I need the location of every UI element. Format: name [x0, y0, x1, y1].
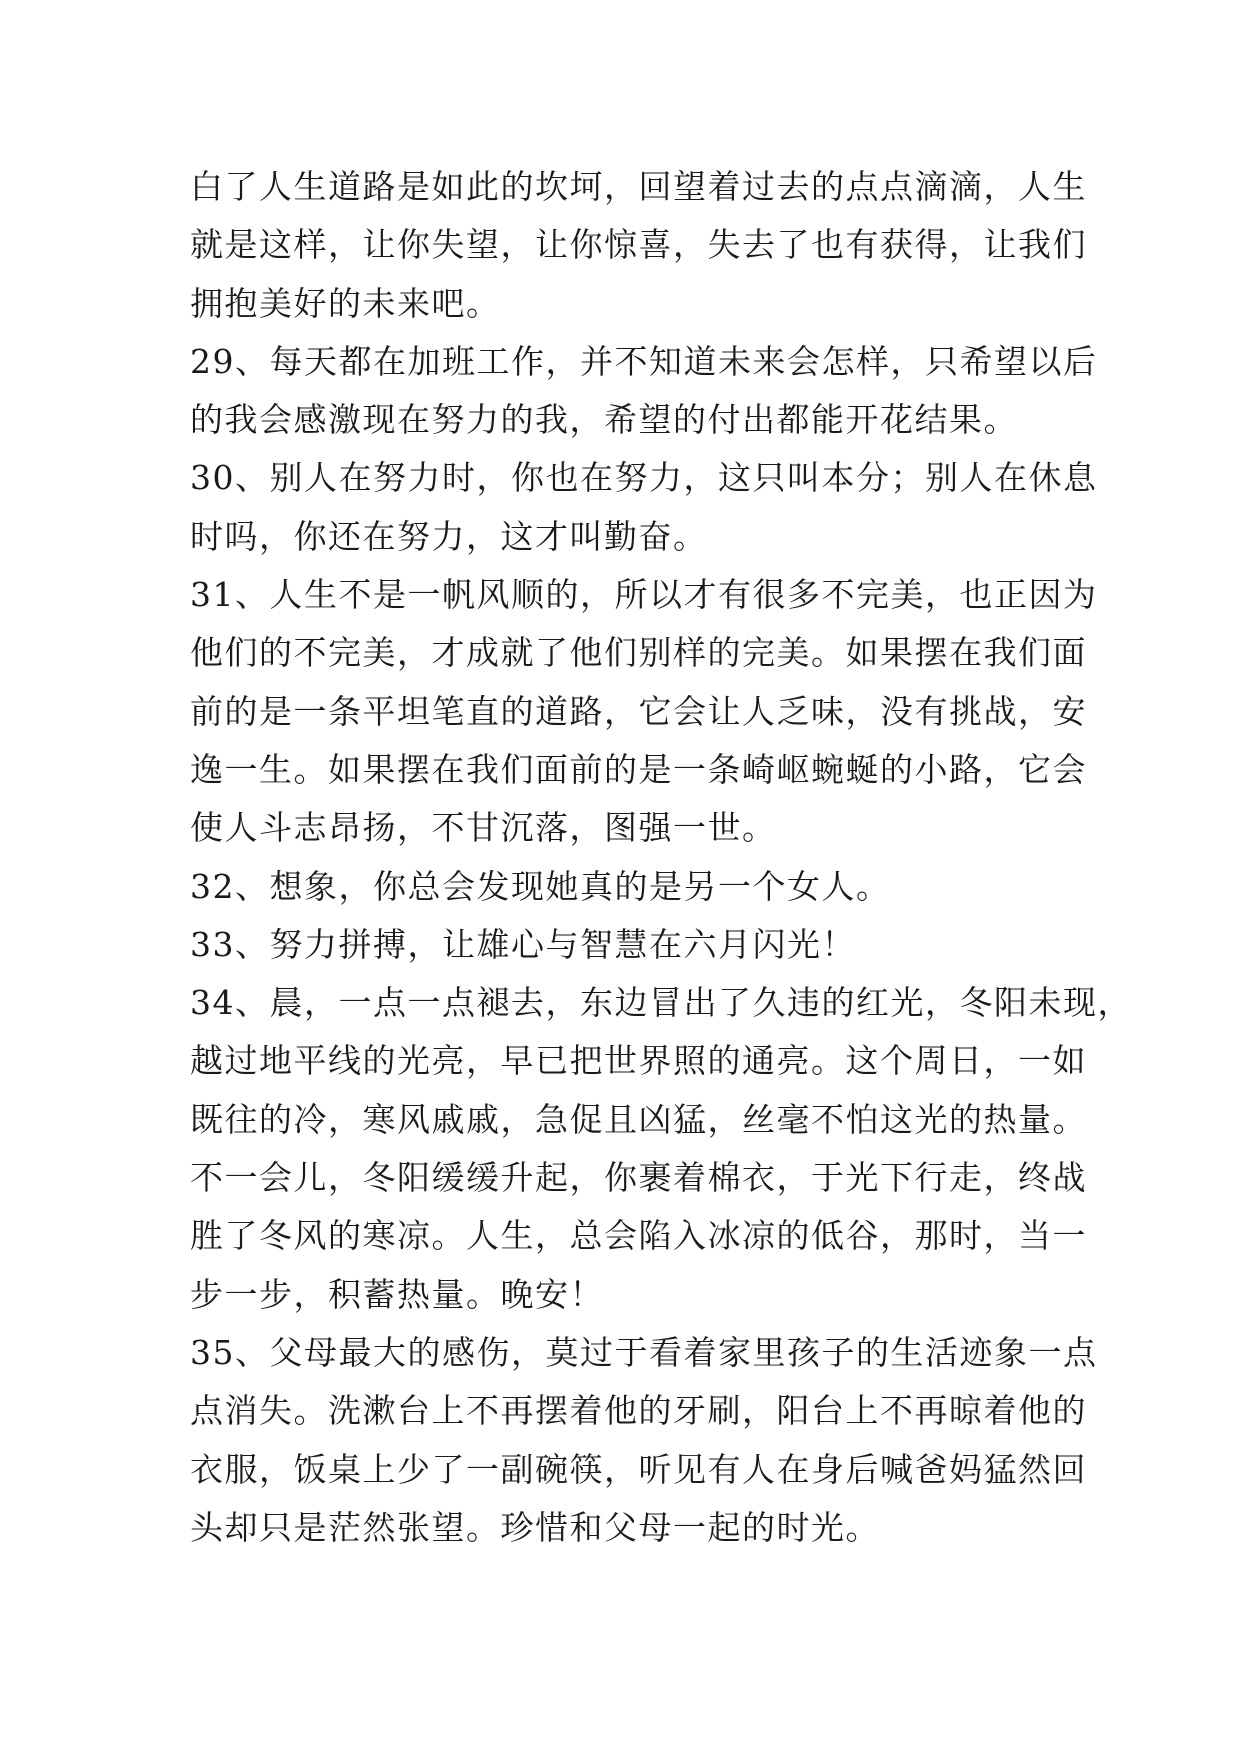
text-line: 29、每天都在加班工作，并不知道未来会怎样，只希望以后	[190, 341, 1098, 381]
text-line: 时吗，你还在努力，这才叫勤奋。	[190, 516, 708, 556]
text-line: 步一步，积蓄热量。晚安！	[190, 1274, 604, 1314]
body-text	[190, 158, 1132, 1557]
text-line: 的我会感激现在努力的我，希望的付出都能开花结果。	[190, 400, 1018, 440]
text-line: 越过地平线的光亮，早已把世界照的通亮。这个周日，一如	[190, 1041, 1087, 1081]
text-line: 既往的冷，寒风戚戚，急促且凶猛，丝毫不怕这光的热量。	[190, 1099, 1087, 1139]
text-line: 点消失。洗漱台上不再摆着他的牙刷，阳台上不再晾着他的	[190, 1391, 1087, 1431]
text-line: 白了人生道路是如此的坎坷，回望着过去的点点滴滴，人生	[190, 167, 1087, 206]
text-line: 不一会儿，冬阳缓缓升起，你裹着棉衣，于光下行走，终战	[190, 1158, 1087, 1198]
text-line: 衣服，饭桌上少了一副碗筷，听见有人在身后喊爸妈猛然回	[190, 1449, 1087, 1489]
text-line: 32、想象，你总会发现她真的是另一个女人。	[190, 866, 891, 906]
text-line: 拥抱美好的未来吧。	[190, 283, 501, 323]
text-line: 逸一生。如果摆在我们面前的是一条崎岖蜿蜒的小路，它会	[190, 749, 1087, 789]
text-line: 胜了冬风的寒凉。人生，总会陷入冰凉的低谷，那时，当一	[190, 1216, 1087, 1256]
text-line: 他们的不完美，才成就了他们别样的完美。如果摆在我们面	[190, 633, 1087, 673]
text-line: 使人斗志昂扬，不甘沉落，图强一世。	[190, 808, 777, 848]
text-line: 前的是一条平坦笔直的道路，它会让人乏味，没有挑战，安	[190, 691, 1087, 731]
text-line: 33、努力拼搏，让雄心与智慧在六月闪光！	[190, 924, 856, 964]
text-line: 34、晨，一点一点褪去，东边冒出了久违的红光，冬阳未现，	[190, 983, 1132, 1023]
text-line: 就是这样，让你失望，让你惊喜，失去了也有获得，让我们	[190, 225, 1087, 265]
text-line: 35、父母最大的感伤，莫过于看着家里孩子的生活迹象一点	[190, 1332, 1098, 1372]
text-line: 头却只是茫然张望。珍惜和父母一起的时光。	[190, 1507, 880, 1547]
text-line: 30、别人在努力时，你也在努力，这只叫本分；别人在休息	[190, 458, 1098, 498]
text-line: 31、人生不是一帆风顺的，所以才有很多不完美，也正因为	[190, 575, 1098, 615]
